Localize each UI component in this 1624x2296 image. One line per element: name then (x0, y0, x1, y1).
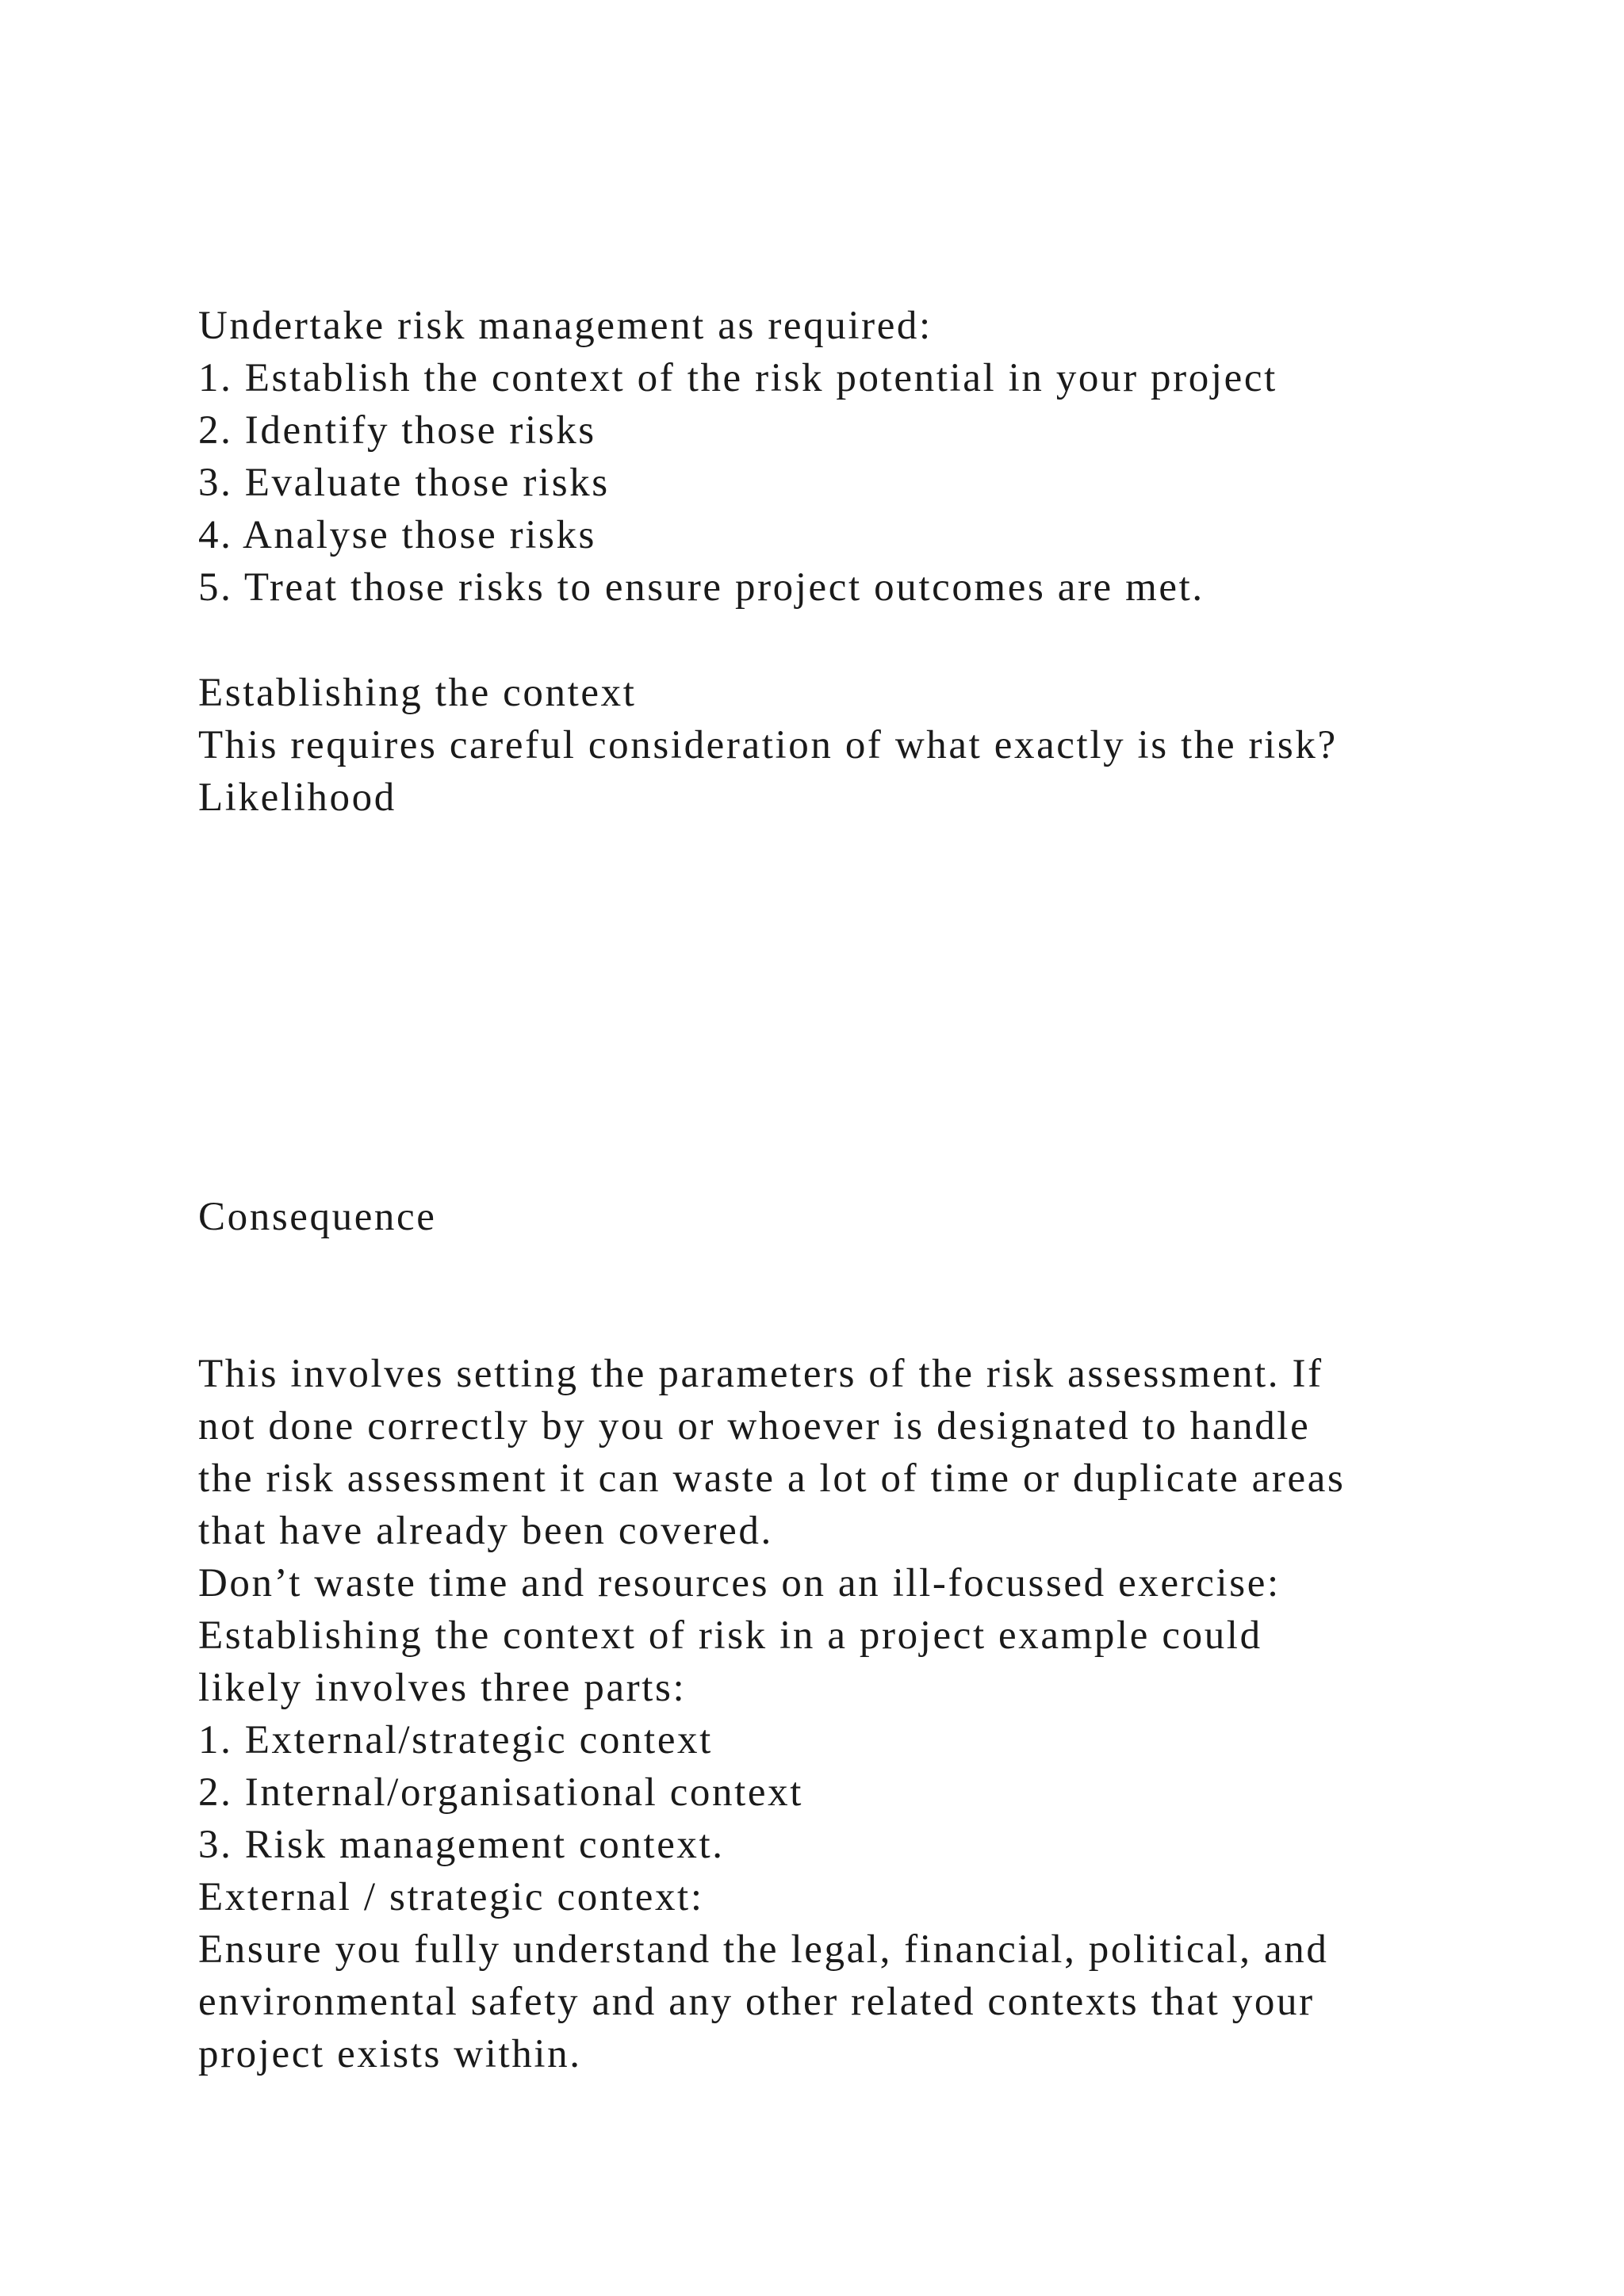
body-line: not done correctly by you or whoever is designated to handle (198, 1404, 1311, 1448)
body-line: the risk assessment it can waste a lot of time or duplicate areas (198, 1456, 1346, 1501)
context-question: This requires careful consideration of what exactly is the risk? (198, 723, 1338, 767)
step-4: 4. Analyse those risks (198, 513, 597, 557)
consequence-label: Consequence (198, 1195, 437, 1239)
body-line: likely involves three parts: (198, 1666, 687, 1710)
body-line: Establishing the context of risk in a project example could (198, 1613, 1262, 1658)
body-section (198, 1348, 1467, 2080)
likelihood-label: Likelihood (198, 775, 396, 820)
context-heading: Establishing the context (198, 671, 637, 715)
body-line: This involves setting the parameters of the risk assessment. If (198, 1352, 1323, 1396)
list-item-risk-management: 3. Risk management context. (198, 1823, 725, 1867)
body-line: that have already been covered. (198, 1509, 773, 1553)
body-line: environmental safety and any other related contexts that your (198, 1980, 1315, 2024)
intro-section (198, 300, 1467, 614)
body-line: Ensure you fully understand the legal, financial, political, and (198, 1927, 1329, 1972)
step-1: 1. Establish the context of the risk potential in your project (198, 356, 1277, 400)
body-line: Don’t waste time and resources on an ill-focussed exercise: (198, 1561, 1281, 1605)
list-item-internal: 2. Internal/organisational context (198, 1770, 804, 1815)
consequence-section (198, 1191, 1467, 1243)
step-2: 2. Identify those risks (198, 408, 596, 453)
list-item-external: 1. External/strategic context (198, 1718, 713, 1762)
context-section (198, 667, 1467, 824)
body-line: project exists within. (198, 2032, 582, 2076)
intro-heading: Undertake risk management as required: (198, 304, 933, 348)
subheading-external-strategic: External / strategic context: (198, 1875, 704, 1919)
step-3: 3. Evaluate those risks (198, 461, 610, 505)
step-5: 5. Treat those risks to ensure project outcomes are met. (198, 565, 1205, 610)
